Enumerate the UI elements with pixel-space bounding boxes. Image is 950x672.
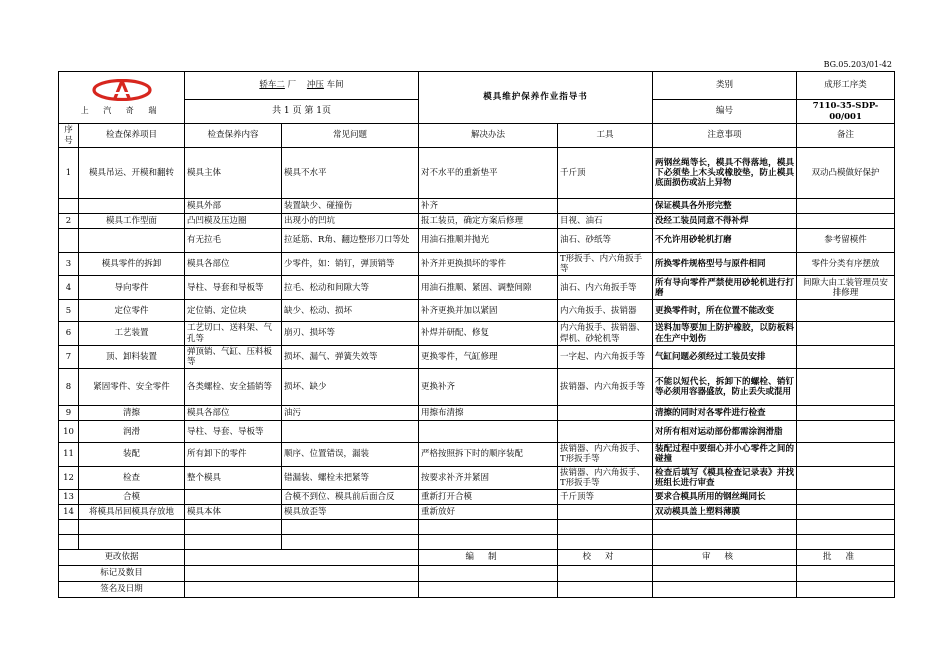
row-number: 14 (59, 504, 79, 519)
check-content: 整个模具 (185, 466, 282, 489)
precaution: 送料加等要加上防护橡胶，以防板料在生产中划伤 (653, 322, 797, 345)
precaution: 要求合模具所用的钢丝绳同长 (653, 489, 797, 504)
common-problem: 油污 (282, 406, 419, 421)
precaution: 所有导向零件严禁使用砂轮机进行打磨 (653, 276, 797, 300)
row-number (59, 229, 79, 253)
plant-name: 轿车二 (259, 80, 285, 91)
table-row (59, 253, 895, 276)
solution: 用油石推顺并抛光 (419, 229, 558, 253)
check-item: 导向零件 (79, 276, 185, 300)
sign-date-label: 签名及日期 (59, 581, 185, 597)
tool: 拔销器、内六角扳手等 (558, 369, 653, 406)
col-no: 序号 (59, 124, 79, 148)
row-number: 8 (59, 369, 79, 406)
remark (797, 504, 895, 519)
check-item (79, 229, 185, 253)
remark (797, 443, 895, 466)
col-content: 检查保养内容 (185, 124, 282, 148)
solution: 补齐 (419, 199, 558, 214)
check-item: 检查 (79, 466, 185, 489)
solution: 重新打开合模 (419, 489, 558, 504)
common-problem: 崩刃、损坏等 (282, 322, 419, 345)
table-row (59, 421, 895, 443)
col-note: 注意事项 (653, 124, 797, 148)
change-basis-label: 更改依据 (59, 549, 185, 565)
precaution: 保证模具各外形完整 (653, 199, 797, 214)
solution: 用擦布清擦 (419, 406, 558, 421)
check-content: 导柱、导套、导板等 (185, 421, 282, 443)
solution: 重新放好 (419, 504, 558, 519)
signature-row-3 (59, 581, 895, 597)
compile-label: 编制 (419, 549, 558, 565)
check-item: 工艺装置 (79, 322, 185, 345)
signature-row-2 (59, 565, 895, 581)
row-number: 7 (59, 345, 79, 368)
row-number: 10 (59, 421, 79, 443)
check-item: 模具零件的拆卸 (79, 253, 185, 276)
check-content: 模具外部 (185, 199, 282, 214)
tool: T形扳手、内六角扳手等 (558, 253, 653, 276)
document-title: 模具维护保养作业指导书 (419, 72, 653, 124)
common-problem: 顺序、位置错误，漏装 (282, 443, 419, 466)
workshop-line (185, 72, 419, 100)
precaution: 双动模具盖上塑料薄膜 (653, 504, 797, 519)
number-label: 编号 (653, 100, 797, 124)
common-problem: 缺少、松动、损坏 (282, 300, 419, 322)
check-content: 导柱、导套和导板等 (185, 276, 282, 300)
check-content: 模具各部位 (185, 253, 282, 276)
chery-logo-icon (91, 79, 153, 101)
tool: 目视、油石 (558, 214, 653, 229)
remark (797, 345, 895, 368)
header-row-1 (59, 72, 895, 100)
remark (797, 369, 895, 406)
precaution: 不允许用砂轮机打磨 (653, 229, 797, 253)
signature-row-1 (59, 549, 895, 565)
solution: 补齐并更换损坏的零件 (419, 253, 558, 276)
check-content: 模具各部位 (185, 406, 282, 421)
logo-cell (59, 72, 185, 124)
common-problem: 损坏、漏气、弹簧失效等 (282, 345, 419, 368)
table-row (59, 229, 895, 253)
check-content (185, 489, 282, 504)
solution: 更换零件，气缸修理 (419, 345, 558, 368)
col-solution: 解决办法 (419, 124, 558, 148)
check-content: 凸凹模及压边圈 (185, 214, 282, 229)
common-problem: 错漏装、螺栓未把紧等 (282, 466, 419, 489)
row-number: 6 (59, 322, 79, 345)
precaution: 没经工装员同意不得补焊 (653, 214, 797, 229)
remark (797, 300, 895, 322)
tool: 千斤顶等 (558, 489, 653, 504)
common-problem: 模具放歪等 (282, 504, 419, 519)
remark: 间隙大由工装管理员安排修理 (797, 276, 895, 300)
common-problem: 模具不水平 (282, 148, 419, 199)
check-item: 润滑 (79, 421, 185, 443)
check-item: 装配 (79, 443, 185, 466)
table-row (59, 369, 895, 406)
check-content: 模具主体 (185, 148, 282, 199)
col-tool: 工具 (558, 124, 653, 148)
tool (558, 199, 653, 214)
plant-unit: 厂 (287, 80, 297, 91)
remark (797, 489, 895, 504)
check-content: 工艺切口、送料架、气孔等 (185, 322, 282, 345)
check-item: 定位零件 (79, 300, 185, 322)
common-problem: 少零件，如：销钉，弹顶销等 (282, 253, 419, 276)
workshop-name: 冲压 (306, 80, 324, 91)
solution: 用油石推顺、紧固、调整间隙 (419, 276, 558, 300)
row-number: 5 (59, 300, 79, 322)
precaution: 检查后填写《模具检查记录表》并找班组长进行审查 (653, 466, 797, 489)
check-content: 定位销、定位块 (185, 300, 282, 322)
precaution: 更换零件时，所在位置不能改变 (653, 300, 797, 322)
check-item: 紧固零件、安全零件 (79, 369, 185, 406)
remark (797, 199, 895, 214)
check-content: 各类螺栓、安全插销等 (185, 369, 282, 406)
precaution: 装配过程中要细心并小心零件之间的碰撞 (653, 443, 797, 466)
tool: 拔销器、内六角扳手、T形扳手等 (558, 466, 653, 489)
solution: 补焊并研配、修复 (419, 322, 558, 345)
tool (558, 406, 653, 421)
instruction-table (58, 71, 895, 598)
precaution: 两钢丝绳等长，模具不得落地，模具下必须垫上木头或橡胶垫，防止模具底面损伤或沾上异物 (653, 148, 797, 199)
check-content: 模具本体 (185, 504, 282, 519)
remark (797, 322, 895, 345)
common-problem: 合模不到位、模具前后面合反 (282, 489, 419, 504)
number-value: 7110-35-SDP-00/001 (797, 100, 895, 124)
check-item: 顶、卸料装置 (79, 345, 185, 368)
tool: 千斤顶 (558, 148, 653, 199)
row-number: 9 (59, 406, 79, 421)
row-number: 11 (59, 443, 79, 466)
solution: 按要求补齐并紧固 (419, 466, 558, 489)
check-item: 模具吊运、开模和翻转 (79, 148, 185, 199)
solution: 补齐更换并加以紧固 (419, 300, 558, 322)
row-number: 12 (59, 466, 79, 489)
tool: 拔销器、内六角扳手、T形扳手等 (558, 443, 653, 466)
common-problem: 损坏、缺少 (282, 369, 419, 406)
approve-label: 批准 (797, 549, 895, 565)
check-content: 所有卸下的零件 (185, 443, 282, 466)
common-problem (282, 421, 419, 443)
solution: 更换补齐 (419, 369, 558, 406)
table-row (59, 504, 895, 519)
table-row (59, 199, 895, 214)
table-row (59, 276, 895, 300)
row-number (59, 199, 79, 214)
document-number: BG.05.203/01-42 (823, 60, 892, 69)
category-label: 类别 (653, 72, 797, 100)
precaution: 所换零件规格型号与原件相同 (653, 253, 797, 276)
precaution: 气缸问题必须经过工装员安排 (653, 345, 797, 368)
remark (797, 466, 895, 489)
table-row (59, 466, 895, 489)
tool: 油石、内六角扳手等 (558, 276, 653, 300)
category-value: 成形工序类 (797, 72, 895, 100)
precaution: 清擦的同时对各零件进行检查 (653, 406, 797, 421)
col-problem: 常见问题 (282, 124, 419, 148)
tool: 一字起、内六角扳手等 (558, 345, 653, 368)
mark-count-label: 标记及数目 (59, 565, 185, 581)
table-row (59, 148, 895, 199)
solution: 报工装员，确定方案后修理 (419, 214, 558, 229)
precaution: 对所有相对运动部份都需涂润滑脂 (653, 421, 797, 443)
row-number: 4 (59, 276, 79, 300)
remark (797, 214, 895, 229)
col-item: 检查保养项目 (79, 124, 185, 148)
table-row (59, 214, 895, 229)
check-content: 有无拉毛 (185, 229, 282, 253)
table-row (59, 322, 895, 345)
solution: 对不水平的重新垫平 (419, 148, 558, 199)
empty-row (59, 519, 895, 534)
check-item: 将模具吊回模具存放地 (79, 504, 185, 519)
review-label: 审核 (653, 549, 797, 565)
check-item: 清擦 (79, 406, 185, 421)
workshop-unit: 车间 (326, 80, 344, 91)
remark: 零件分类有序摆放 (797, 253, 895, 276)
common-problem: 出现小的凹坑 (282, 214, 419, 229)
check-item: 模具工作型面 (79, 214, 185, 229)
tool (558, 504, 653, 519)
proofread-label: 校对 (558, 549, 653, 565)
col-remark: 备注 (797, 124, 895, 148)
empty-row (59, 534, 895, 549)
remark: 双动凸模做好保护 (797, 148, 895, 199)
common-problem: 装置缺少、碰撞伤 (282, 199, 419, 214)
table-row (59, 300, 895, 322)
solution: 严格按照拆下时的顺序装配 (419, 443, 558, 466)
remark (797, 421, 895, 443)
row-number: 13 (59, 489, 79, 504)
check-item: 合模 (79, 489, 185, 504)
remark: 参考留模件 (797, 229, 895, 253)
tool (558, 421, 653, 443)
tool: 内六角扳手、拔销器、焊机、砂轮机等 (558, 322, 653, 345)
precaution: 不能以短代长，拆卸下的螺栓、销钉等必须用容器盛放，防止丢失或混用 (653, 369, 797, 406)
check-item (79, 199, 185, 214)
logo-caption: 上 汽 奇 瑞 (80, 106, 163, 116)
page-count: 共 1 页 第 1页 (185, 100, 419, 124)
row-number: 2 (59, 214, 79, 229)
column-header-row (59, 124, 895, 148)
tool: 内六角扳手、拔销器 (558, 300, 653, 322)
check-content: 弹顶销、气缸、压料板等 (185, 345, 282, 368)
common-problem: 拉毛、松动和间隙大等 (282, 276, 419, 300)
table-row (59, 443, 895, 466)
row-number: 3 (59, 253, 79, 276)
remark (797, 406, 895, 421)
tool: 油石、砂纸等 (558, 229, 653, 253)
solution (419, 421, 558, 443)
table-row (59, 345, 895, 368)
table-row (59, 489, 895, 504)
common-problem: 拉延筋、R角、翻边整形刀口等处 (282, 229, 419, 253)
row-number: 1 (59, 148, 79, 199)
table-row (59, 406, 895, 421)
